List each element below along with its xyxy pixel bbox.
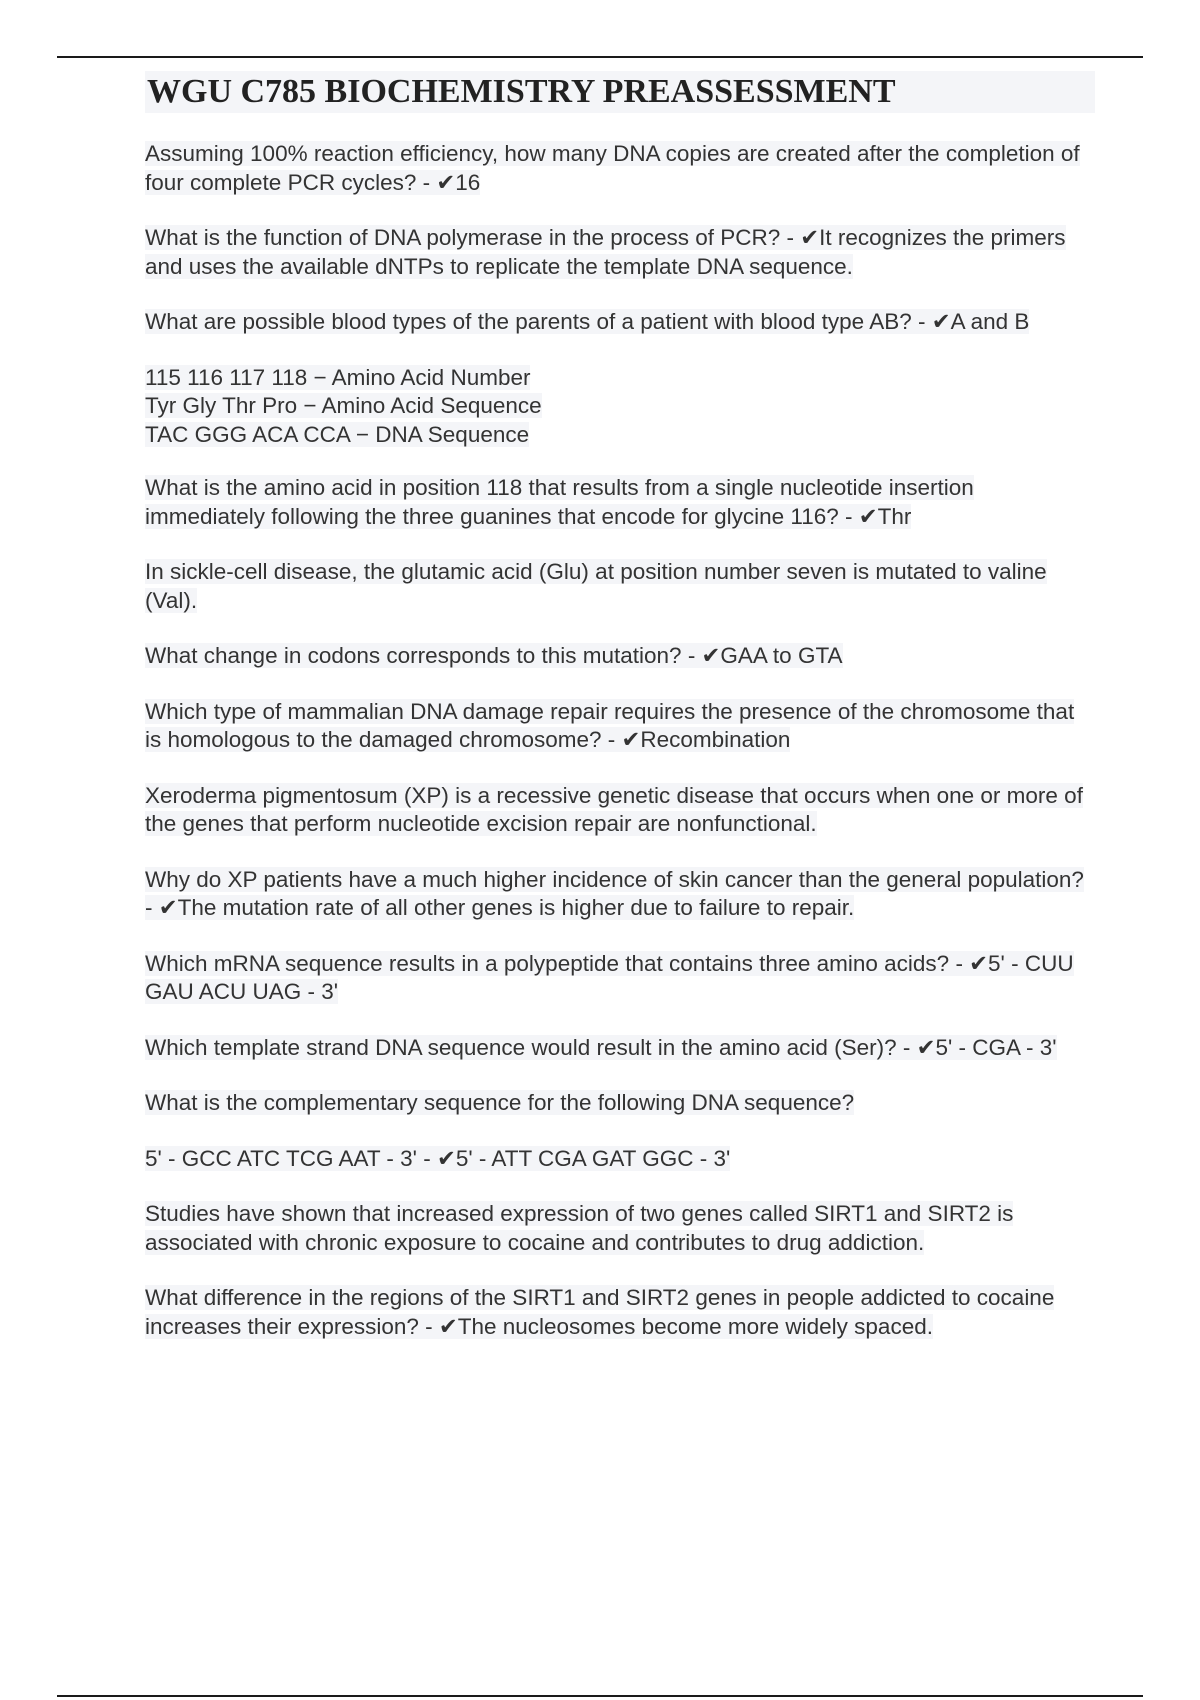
qa-pcr-copies [145,140,1095,197]
amino-acid-number-line [145,364,1095,393]
dna-sequence-line [145,421,1095,450]
paragraph-text: Which mRNA sequence results in a polypeptide that contains three amino acids? - ✔5' - CUU GAU ACU UAG - 3' [145,950,1074,1004]
paragraph-text: 5' - GCC ATC TCG AAT - 3' - ✔5' - ATT CGA GAT GGC - 3' [145,1145,731,1171]
paragraph-text: What is the complementary sequence for the following DNA sequence? [145,1090,855,1115]
paragraph-text: Xeroderma pigmentosum (XP) is a recessive genetic disease that occurs when one or more of the genes that perform nucleotide excision repair are nonfunctional. [145,782,1083,836]
paragraph-text: Why do XP patients have a much higher incidence of skin cancer than the general population? - ✔The mutation rate of all other genes is higher due to failure to repair. [145,866,1084,920]
complementary-question [145,1089,1095,1118]
paragraph-text: Studies have shown that increased expression of two genes called SIRT1 and SIRT2 is associated with chronic exposure to cocaine and contributes to drug addiction. [145,1201,1014,1255]
xp-context [145,782,1095,839]
paragraph-text: Which type of mammalian DNA damage repair requires the presence of the chromosome that is homologous to the damaged chromosome? - ✔Recombination [145,698,1075,752]
qa-insertion-118 [145,474,1095,531]
qa-dna-polymerase [145,224,1095,281]
qa-complementary-answer [145,1145,1095,1174]
qa-blood-type [145,308,1095,337]
paragraph-text: What is the function of DNA polymerase in the process of PCR? - ✔It recognizes the primers and uses the available dNTPs to replicate the template DNA sequence. [145,225,1066,279]
paragraph-text: What difference in the regions of the SIRT1 and SIRT2 genes in people addicted to cocaine increases their expression? - ✔The nucleosomes become more widely spaced. [145,1285,1055,1339]
document-body [145,71,1095,1368]
qa-template-strand [145,1034,1095,1063]
qa-codon-change [145,642,1095,671]
paragraph-text: In sickle-cell disease, the glutamic acid (Glu) at position number seven is mutated to valine (Val). [145,559,1047,613]
paragraph-text: What are possible blood types of the parents of a patient with blood type AB? - ✔A and B [145,309,1030,334]
line-text: Tyr Gly Thr Pro − Amino Acid Sequence [145,393,542,418]
bottom-rule [57,1695,1143,1697]
sickle-cell-context [145,558,1095,615]
paragraph-text: Which template strand DNA sequence would result in the amino acid (Ser)? - ✔5' - CGA - 3' [145,1034,1057,1060]
paragraph-text: Assuming 100% reaction efficiency, how many DNA copies are created after the completion of four complete PCR cycles? - ✔16 [145,141,1080,195]
amino-acid-sequence-line [145,392,1095,421]
top-rule [57,56,1143,58]
paragraph-text: What change in codons corresponds to this mutation? - ✔GAA to GTA [145,643,843,668]
document-title: WGU C785 BIOCHEMISTRY PREASSESSMENT [145,71,1095,113]
qa-sirt-expression [145,1284,1095,1341]
amino-acid-table [145,364,1095,450]
qa-xp-cancer [145,866,1095,923]
qa-mrna-sequence [145,950,1095,1007]
line-text: TAC GGG ACA CCA − DNA Sequence [145,421,530,447]
paragraph-text: What is the amino acid in position 118 that results from a single nucleotide insertion immediately following the three guanines that encode for glycine 116? - ✔Thr [145,475,974,529]
qa-damage-repair [145,698,1095,755]
line-text: 115 116 117 118 − Amino Acid Number [145,364,531,390]
sirt-context [145,1200,1095,1257]
